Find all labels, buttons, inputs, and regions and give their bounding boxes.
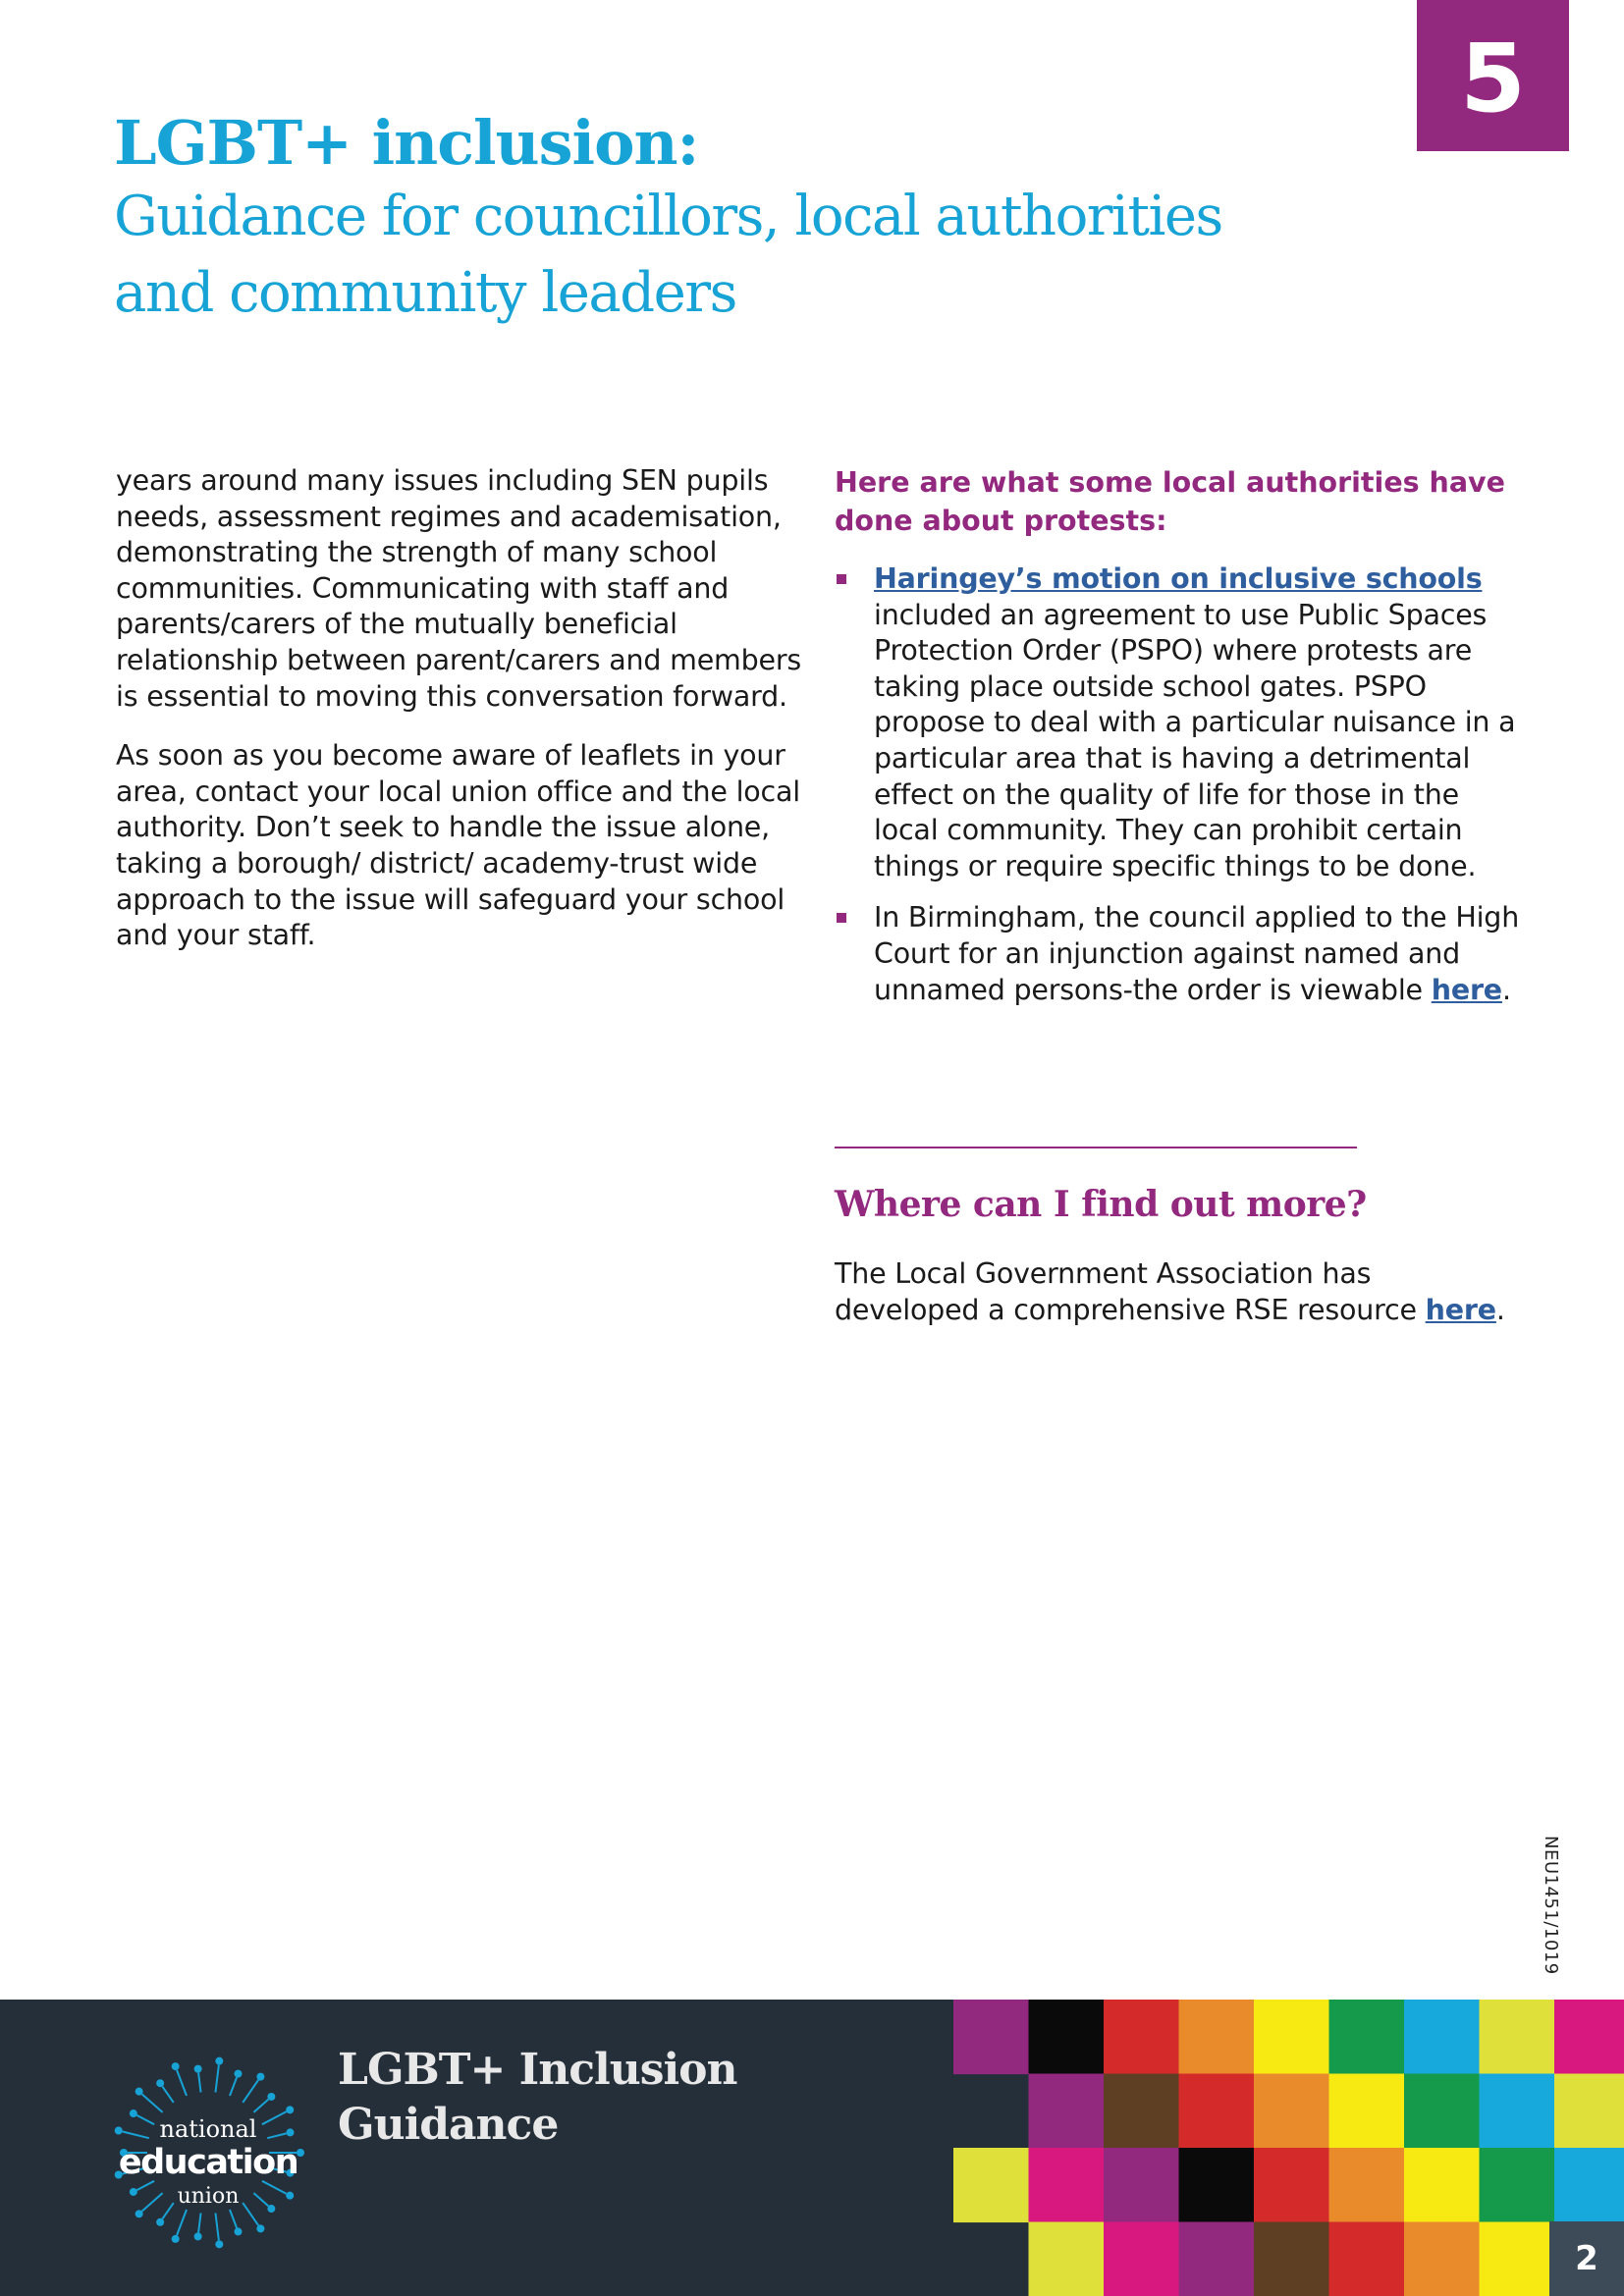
mosaic-tile xyxy=(1480,2148,1555,2222)
haringey-motion-link[interactable]: Haringey’s motion on inclusive schools xyxy=(874,562,1483,595)
footer-title-line-2: Guidance xyxy=(338,2100,559,2150)
mosaic-tile xyxy=(1179,2000,1255,2074)
mosaic-tile xyxy=(1554,2074,1624,2149)
right-column xyxy=(835,463,1522,1024)
mosaic-tile xyxy=(1104,2148,1179,2222)
footer-title-line-1: LGBT+ Inclusion xyxy=(338,2045,737,2095)
footer-title xyxy=(338,2043,829,2153)
mosaic-tile xyxy=(1179,2148,1255,2222)
left-column xyxy=(116,463,803,978)
find-out-more-text xyxy=(835,1256,1522,1328)
document-reference xyxy=(1541,1836,1608,1975)
mosaic-tile xyxy=(1029,2000,1105,2074)
mosaic-tile xyxy=(1254,2000,1329,2074)
mosaic-tile xyxy=(1554,2148,1624,2222)
page-number: 2 xyxy=(1549,2221,1624,2296)
logo-word-education: education xyxy=(118,2143,298,2182)
list-item-text: included an agreement to use Public Spaces Protection Order (PSPO) where protests are taking place outside school gates. PSPO propose to deal with a particular nuisance in a particular area that is having a detrimental effect on the quality of life for those in the local community. They can prohibit certain things or require specific things to be done. xyxy=(874,598,1516,882)
mosaic-tile xyxy=(1554,2000,1624,2074)
mosaic-tile xyxy=(1254,2074,1329,2149)
mosaic-tile xyxy=(1480,2074,1555,2149)
title-strong: LGBT+ inclusion: xyxy=(114,107,699,179)
mosaic-tile xyxy=(1029,2148,1105,2222)
footer xyxy=(0,2000,1624,2296)
logo-word-union: union xyxy=(177,2184,240,2209)
mosaic-tile xyxy=(1404,2000,1480,2074)
title-subtitle-line-2: and community leaders xyxy=(114,261,736,325)
mosaic-tile xyxy=(1404,2148,1480,2222)
find-out-more-end: . xyxy=(1495,1293,1505,1326)
list-item-text: In Birmingham, the council applied to the High Court for an injunction against named and unnamed persons-the order is viewable xyxy=(874,901,1520,1006)
mosaic-tile xyxy=(1329,2074,1405,2149)
neu-logo xyxy=(110,2055,306,2251)
mosaic-tile xyxy=(1329,2148,1405,2222)
rse-resource-link[interactable]: here xyxy=(1425,1293,1496,1326)
mosaic-tile xyxy=(953,2000,1029,2074)
birmingham-order-link[interactable]: here xyxy=(1431,973,1502,1006)
mosaic-tile xyxy=(1179,2222,1255,2296)
mosaic-tile xyxy=(1254,2222,1329,2296)
find-out-more-body: The Local Government Association has developed a comprehensive RSE resource xyxy=(835,1257,1426,1326)
body-paragraph: As soon as you become aware of leaflets in your area, contact your local union office and the local authority. Don’t seek to handle the issue alone, taking a borough/ district/ academy-trust wide approach to the issue will safeguard your school and your staff. xyxy=(116,739,800,952)
mosaic-tile xyxy=(1254,2148,1329,2222)
section-divider xyxy=(835,1147,1357,1148)
section-number-badge: 5 xyxy=(1417,0,1569,151)
protests-heading: Here are what some local authorities have done about protests: xyxy=(835,466,1505,537)
protests-list xyxy=(835,561,1522,1008)
logo-wordmark xyxy=(110,2055,306,2251)
list-item xyxy=(835,900,1522,1008)
bullet-square-icon xyxy=(837,574,846,584)
mosaic-tile xyxy=(1404,2074,1480,2149)
mosaic-tile xyxy=(1179,2074,1255,2149)
mosaic-tile xyxy=(1104,2222,1179,2296)
mosaic-tile xyxy=(1329,2000,1405,2074)
list-item-end: . xyxy=(1501,973,1511,1006)
mosaic-tile xyxy=(1029,2074,1105,2149)
body-paragraph: years around many issues including SEN pupils needs, assessment regimes and academisation, demonstrating the strength of many school communities. Communicating with staff and parents/carers of the mutually beneficial relationship between parent/carers and members is essential to moving this conversation forward. xyxy=(116,464,802,713)
list-item xyxy=(835,561,1522,884)
document-reference-text: NEU1451/1019 xyxy=(1541,1836,1561,1975)
page-title xyxy=(114,108,1371,332)
mosaic-tile xyxy=(953,2148,1029,2222)
bullet-square-icon xyxy=(837,913,846,923)
mosaic-tile xyxy=(1104,2000,1179,2074)
mosaic-tile xyxy=(1329,2222,1405,2296)
find-out-more-heading: Where can I find out more? xyxy=(835,1184,1367,1225)
mosaic-tile xyxy=(1029,2222,1105,2296)
mosaic-tile xyxy=(1404,2222,1480,2296)
mosaic-tile xyxy=(1480,2000,1555,2074)
mosaic-tile xyxy=(1104,2074,1179,2149)
mosaic-tile xyxy=(1480,2222,1555,2296)
logo-word-national: national xyxy=(159,2115,257,2143)
title-subtitle-line-1: Guidance for councillors, local authorities xyxy=(114,185,1222,248)
